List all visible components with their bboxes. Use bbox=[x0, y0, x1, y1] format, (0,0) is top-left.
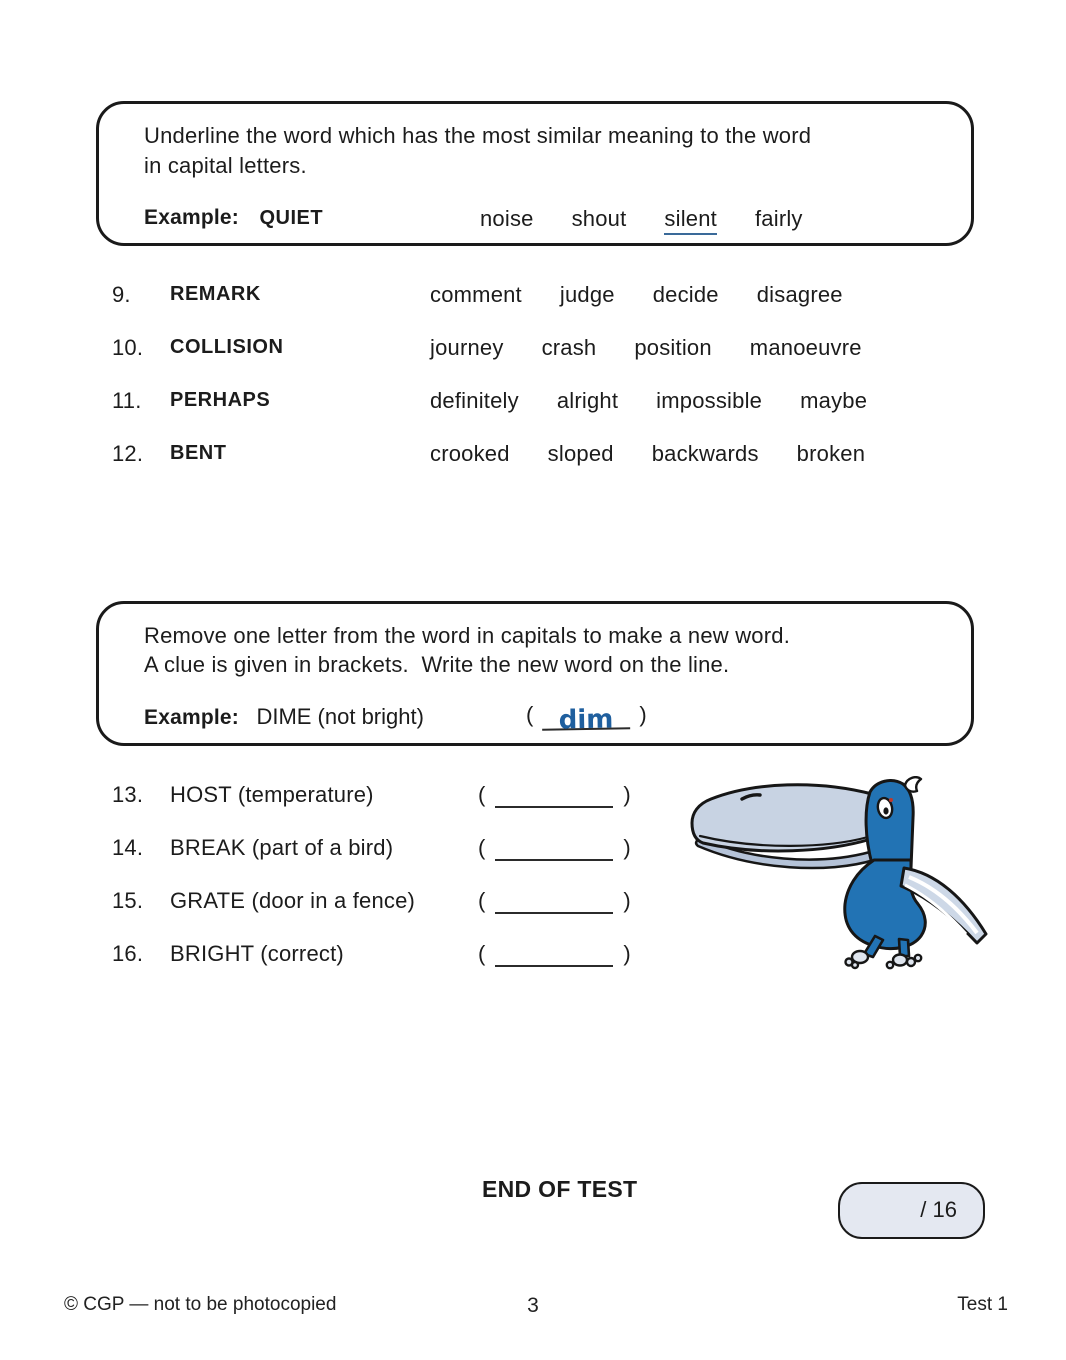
answer-line[interactable] bbox=[495, 945, 613, 967]
open-paren: ( bbox=[478, 941, 486, 966]
toucan-illustration bbox=[678, 776, 992, 974]
test-label: Test 1 bbox=[957, 1294, 1008, 1315]
example-option[interactable]: fairly bbox=[754, 206, 803, 231]
instruction-box-synonyms bbox=[96, 101, 974, 246]
toucan-head bbox=[866, 781, 913, 868]
option[interactable]: manoeuvre bbox=[749, 335, 862, 360]
question-word: BENT bbox=[170, 442, 227, 464]
option[interactable]: position bbox=[634, 335, 712, 360]
option[interactable]: alright bbox=[556, 388, 619, 413]
instructions-line2: in capital letters. bbox=[144, 153, 307, 178]
answer-line[interactable] bbox=[495, 892, 613, 914]
question-number: 9. bbox=[112, 282, 131, 307]
answer-group bbox=[478, 835, 631, 861]
question-prompt: HOST (temperature) bbox=[170, 782, 374, 807]
instruction-box-remove-letter bbox=[96, 601, 974, 746]
example-answer-line: dim bbox=[542, 707, 630, 731]
score-box[interactable] bbox=[838, 1182, 985, 1239]
question-row-11 bbox=[0, 388, 1066, 418]
question-word: COLLISION bbox=[170, 336, 284, 358]
option[interactable]: decide bbox=[652, 282, 719, 307]
open-paren: ( bbox=[478, 888, 486, 913]
instructions-line1: Remove one letter from the word in capitals to make a new word. bbox=[144, 623, 791, 648]
instructions-line1: Underline the word which has the most similar meaning to the word bbox=[144, 123, 812, 148]
question-number: 10. bbox=[112, 335, 144, 360]
answer-group bbox=[478, 941, 631, 967]
question-options bbox=[430, 441, 865, 467]
question-prompt: BREAK (part of a bird) bbox=[170, 835, 394, 860]
question-number: 13. bbox=[112, 782, 144, 807]
option[interactable]: comment bbox=[430, 282, 522, 307]
example-answer-group bbox=[526, 702, 647, 736]
score-label: / 16 bbox=[920, 1197, 957, 1222]
instructions-line2: A clue is given in brackets. Write the new word on the line. bbox=[144, 652, 730, 677]
option[interactable]: impossible bbox=[656, 388, 763, 413]
example-option[interactable]: noise bbox=[480, 206, 534, 231]
question-number: 15. bbox=[112, 888, 144, 913]
example-prompt: DIME (not bright) bbox=[256, 704, 424, 729]
question-row-12 bbox=[0, 441, 1066, 471]
page-number: 3 bbox=[527, 1294, 539, 1317]
close-paren: ) bbox=[639, 702, 647, 727]
page-footer bbox=[0, 1294, 1066, 1324]
example-word: QUIET bbox=[259, 207, 324, 229]
option[interactable]: judge bbox=[559, 282, 615, 307]
close-paren: ) bbox=[623, 888, 631, 913]
option[interactable]: crooked bbox=[430, 441, 510, 466]
answer-group bbox=[478, 888, 631, 914]
open-paren: ( bbox=[478, 835, 486, 860]
example-option-underlined[interactable]: silent bbox=[664, 206, 717, 235]
close-paren: ) bbox=[623, 782, 631, 807]
question-number: 12. bbox=[112, 441, 144, 466]
answer-group bbox=[478, 782, 631, 808]
option[interactable]: definitely bbox=[430, 388, 519, 413]
question-row-9 bbox=[0, 282, 1066, 312]
question-prompt: BRIGHT (correct) bbox=[170, 941, 344, 966]
question-number: 16. bbox=[112, 941, 144, 966]
question-number: 14. bbox=[112, 835, 144, 860]
copyright-text: © CGP — not to be photocopied bbox=[64, 1294, 337, 1315]
close-paren: ) bbox=[623, 941, 631, 966]
question-word: PERHAPS bbox=[170, 389, 271, 411]
example-options bbox=[480, 206, 803, 235]
close-paren: ) bbox=[623, 835, 631, 860]
option[interactable]: journey bbox=[430, 335, 504, 360]
example-row-synonyms bbox=[144, 206, 944, 236]
question-options bbox=[430, 335, 862, 361]
answer-line[interactable] bbox=[495, 786, 613, 808]
end-of-test-label: END OF TEST bbox=[482, 1176, 638, 1202]
example-row-remove-letter bbox=[144, 704, 944, 738]
option[interactable]: disagree bbox=[756, 282, 843, 307]
question-prompt: GRATE (door in a fence) bbox=[170, 888, 416, 913]
option[interactable]: crash bbox=[541, 335, 597, 360]
answer-line[interactable] bbox=[495, 839, 613, 861]
option[interactable]: maybe bbox=[800, 388, 868, 413]
option[interactable]: broken bbox=[796, 441, 866, 466]
open-paren: ( bbox=[478, 782, 486, 807]
question-options bbox=[430, 282, 843, 308]
question-row-10 bbox=[0, 335, 1066, 365]
option[interactable]: sloped bbox=[547, 441, 614, 466]
question-word: REMARK bbox=[170, 283, 261, 305]
example-label: Example: bbox=[144, 706, 239, 729]
option[interactable]: backwards bbox=[651, 441, 759, 466]
example-label: Example: bbox=[144, 206, 239, 229]
open-paren: ( bbox=[526, 702, 534, 727]
question-number: 11. bbox=[112, 388, 142, 413]
question-options bbox=[430, 388, 867, 414]
example-option[interactable]: shout bbox=[571, 206, 627, 231]
